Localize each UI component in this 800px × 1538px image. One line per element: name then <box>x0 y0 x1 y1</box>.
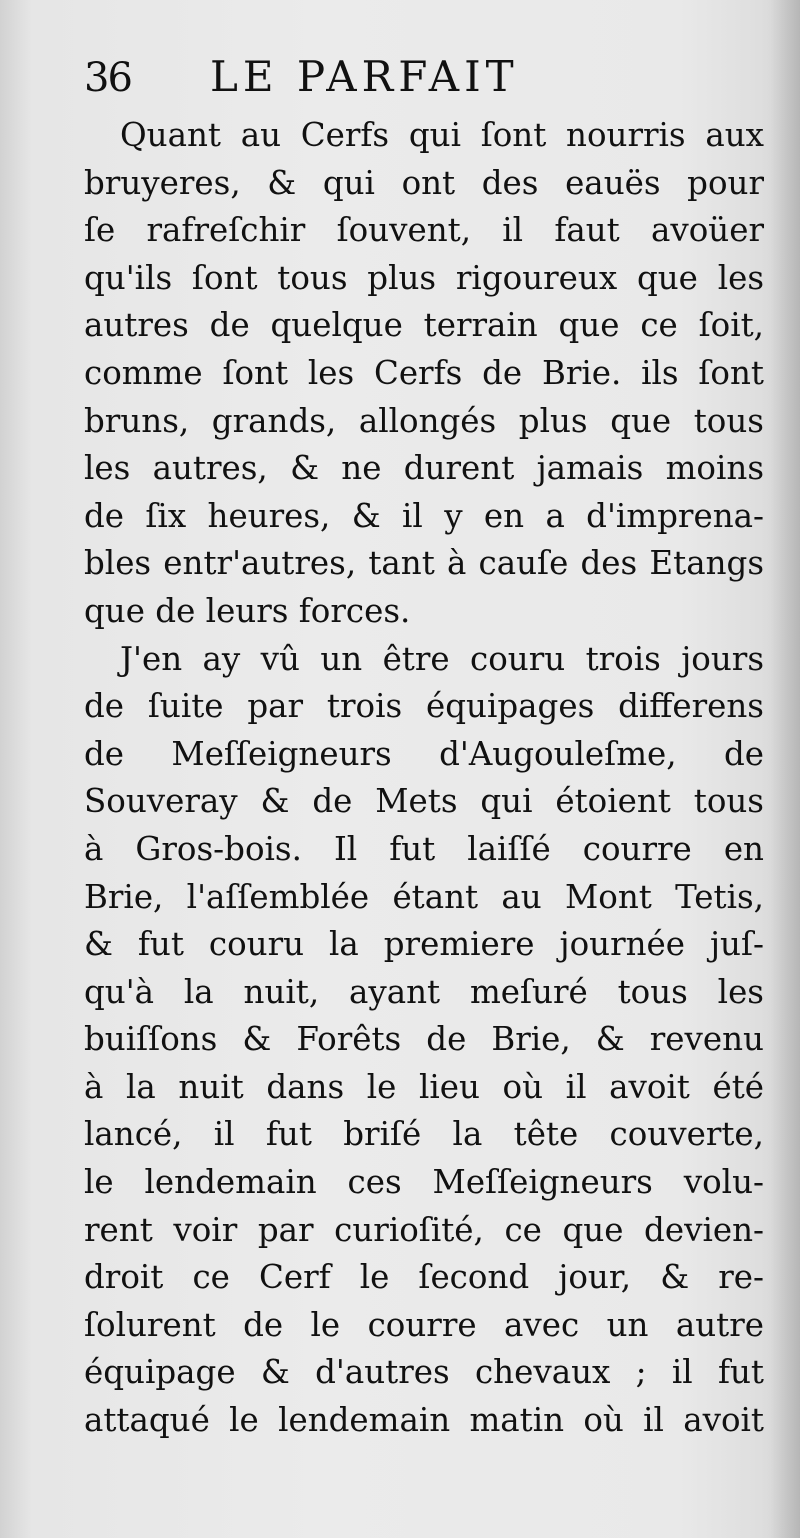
text-line: & fut couru la premiere journée juſ- <box>84 925 764 964</box>
text-line: bruyeres, & qui ont des eauës pour <box>84 163 764 202</box>
text-line: qu'à la nuit, ayant meſuré tous les <box>84 972 764 1011</box>
page-header <box>84 52 764 112</box>
text-line: Souveray & de Mets qui étoient tous <box>84 782 764 821</box>
text-line: Quant au Cerfs qui ſont nourris aux <box>120 116 764 154</box>
text-line: de ſix heures, & il y en a d'imprena- <box>84 496 764 535</box>
page-text-block <box>84 52 764 1445</box>
text-line: bles entr'autres, tant à cauſe des Etangs <box>84 544 764 583</box>
text-line: autres de quelque terrain que ce ſoit, <box>84 306 764 345</box>
text-line: qu'ils ſont tous plus rigoureux que les <box>84 258 764 297</box>
text-line: rent voir par curioſité, ce que devien- <box>84 1210 764 1249</box>
text-line: les autres, & ne durent jamais moins <box>84 449 764 488</box>
running-title: LE PARFAIT <box>210 52 519 101</box>
text-line: buiſſons & Forêts de Brie, & revenu <box>84 1020 764 1059</box>
text-line: que de leurs forces. <box>84 591 411 630</box>
text-line: Brie, l'aſſemblée étant au Mont Tetis, <box>84 877 764 916</box>
text-line: à Gros-bois. Il fut laiſſé courre en <box>84 829 764 868</box>
text-line: lancé, il fut briſé la tête couverte, <box>84 1115 764 1154</box>
text-line: attaqué le lendemain matin où il avoit <box>84 1401 764 1440</box>
text-line: J'en ay vû un être couru trois jours <box>120 639 764 678</box>
text-line: ſe rafreſchir ſouvent, il faut avoüer <box>84 211 764 250</box>
page-gutter-shadow <box>770 0 800 1538</box>
text-line: équipage & d'autres chevaux ; il fut <box>84 1353 764 1392</box>
text-line: ſolurent de le courre avec un autre <box>84 1305 764 1344</box>
text-line: droit ce Cerf le ſecond jour, & re- <box>84 1258 764 1297</box>
paragraph-1 <box>84 112 764 636</box>
text-line: de Meſſeigneurs d'Augouleſme, de <box>84 734 764 773</box>
paragraph-2 <box>84 636 764 1445</box>
text-line: à la nuit dans le lieu où il avoit été <box>84 1067 764 1106</box>
text-line: bruns, grands, allongés plus que tous <box>84 401 764 440</box>
text-line: comme ſont les Cerfs de Brie. ils ſont <box>84 353 764 392</box>
text-line: de ſuite par trois équipages differens <box>84 687 764 726</box>
page-number: 36 <box>84 55 131 101</box>
text-line: le lendemain ces Meſſeigneurs volu- <box>84 1163 764 1202</box>
